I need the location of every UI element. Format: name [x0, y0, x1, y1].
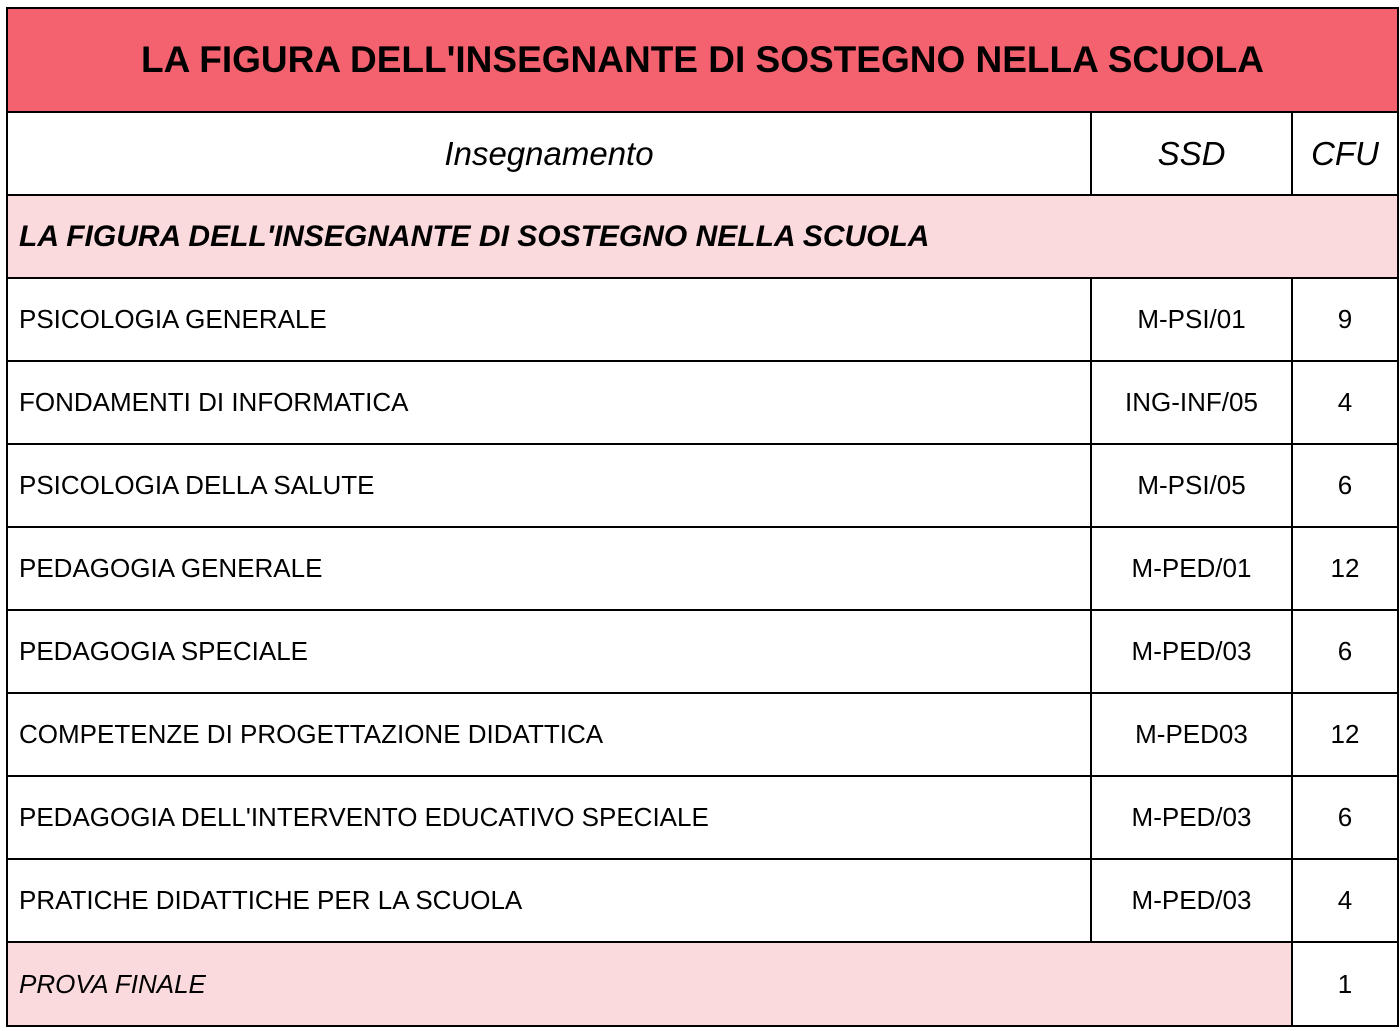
table-row: [7, 444, 1398, 527]
table-row: [7, 693, 1398, 776]
course-name: PRATICHE DIDATTICHE PER LA SCUOLA: [7, 859, 1091, 942]
course-ssd: ING-INF/05: [1091, 361, 1292, 444]
course-cfu: 6: [1292, 610, 1398, 693]
course-cfu: 12: [1292, 693, 1398, 776]
final-exam-cfu: 1: [1292, 942, 1398, 1026]
course-ssd: M-PED03: [1091, 693, 1292, 776]
course-ssd: M-PED/03: [1091, 859, 1292, 942]
course-name: FONDAMENTI DI INFORMATICA: [7, 361, 1091, 444]
table-row: [7, 278, 1398, 361]
course-cfu: 12: [1292, 527, 1398, 610]
course-name: PEDAGOGIA DELL'INTERVENTO EDUCATIVO SPECIALE: [7, 776, 1091, 859]
table-row: [7, 859, 1398, 942]
section-row: [7, 195, 1398, 278]
course-ssd: M-PSI/01: [1091, 278, 1292, 361]
table-title: LA FIGURA DELL'INSEGNANTE DI SOSTEGNO NELLA SCUOLA: [7, 8, 1398, 112]
course-cfu: 6: [1292, 776, 1398, 859]
course-cfu: 9: [1292, 278, 1398, 361]
column-header-ssd: SSD: [1091, 112, 1292, 195]
course-name: PSICOLOGIA GENERALE: [7, 278, 1091, 361]
course-name: PSICOLOGIA DELLA SALUTE: [7, 444, 1091, 527]
course-cfu: 4: [1292, 859, 1398, 942]
section-title: LA FIGURA DELL'INSEGNANTE DI SOSTEGNO NELLA SCUOLA: [7, 195, 1398, 278]
table-row: [7, 527, 1398, 610]
course-ssd: M-PED/03: [1091, 776, 1292, 859]
column-header-course: Insegnamento: [7, 112, 1091, 195]
course-name: PEDAGOGIA SPECIALE: [7, 610, 1091, 693]
course-name: PEDAGOGIA GENERALE: [7, 527, 1091, 610]
table-row: [7, 776, 1398, 859]
course-cfu: 4: [1292, 361, 1398, 444]
course-ssd: M-PED/03: [1091, 610, 1292, 693]
table-row: [7, 361, 1398, 444]
final-exam-name: PROVA FINALE: [7, 942, 1292, 1026]
final-exam-row: [7, 942, 1398, 1026]
course-cfu: 6: [1292, 444, 1398, 527]
course-name: COMPETENZE DI PROGETTAZIONE DIDATTICA: [7, 693, 1091, 776]
table-title-row: [7, 8, 1398, 112]
course-ssd: M-PSI/05: [1091, 444, 1292, 527]
column-header-row: [7, 112, 1398, 195]
study-plan-table: [6, 7, 1399, 1027]
column-header-cfu: CFU: [1292, 112, 1398, 195]
course-ssd: M-PED/01: [1091, 527, 1292, 610]
table-row: [7, 610, 1398, 693]
